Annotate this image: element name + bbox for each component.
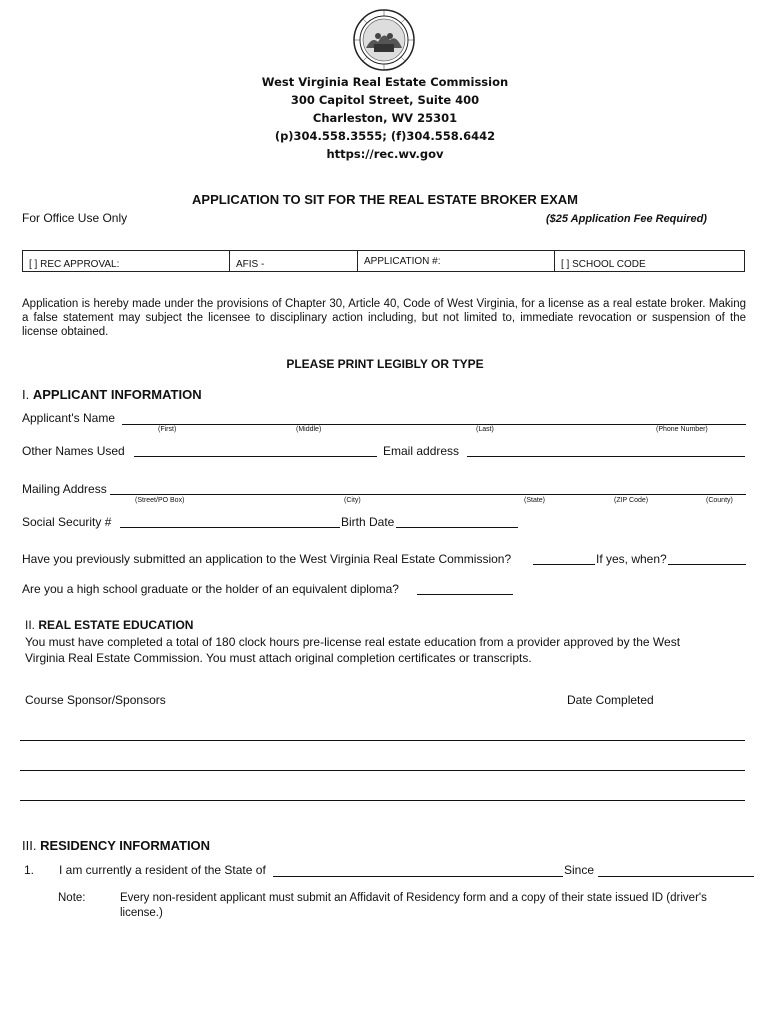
education-line-2[interactable] — [20, 770, 745, 771]
city-caption: (City) — [344, 497, 361, 504]
first-name-caption: (First) — [158, 426, 177, 433]
previous-application-field[interactable] — [533, 564, 595, 565]
ssn-field[interactable] — [120, 527, 340, 528]
course-sponsor-label: Course Sponsor/Sponsors — [25, 693, 166, 707]
section-applicant-heading — [22, 387, 202, 402]
middle-name-caption: (Middle) — [296, 426, 322, 433]
since-label: Since — [564, 863, 595, 877]
if-yes-when-label: If yes, when? — [596, 552, 667, 566]
graduate-field[interactable] — [417, 594, 513, 595]
county-caption: (County) — [706, 497, 733, 504]
school-code-cell: [ ] SCHOOL CODE — [561, 259, 646, 270]
birth-date-label: Birth Date — [341, 515, 395, 529]
education-text: You must have completed a total of 180 clock hours pre-license real estate education from a provider approved by the West Virginia Real Estate Commission. You must attach original completion certificates or transcripts. — [25, 635, 681, 665]
birth-date-field[interactable] — [396, 527, 518, 528]
if-yes-when-field[interactable] — [668, 564, 746, 565]
email-field[interactable] — [467, 456, 745, 457]
org-url[interactable]: https://rec.wv.gov — [326, 147, 444, 161]
org-phone: (p)304.558.3555; (f)304.558.6442 — [274, 129, 496, 143]
section-education-heading — [25, 618, 193, 632]
section-title: APPLICANT INFORMATION — [32, 387, 202, 402]
ssn-label: Social Security # — [22, 515, 112, 529]
last-name-caption: (Last) — [476, 426, 494, 433]
org-street: 300 Capitol Street, Suite 400 — [290, 93, 480, 107]
org-name: West Virginia Real Estate Commission — [261, 75, 509, 89]
residency-item-number: 1. — [24, 863, 35, 877]
section-number: II. — [25, 618, 36, 632]
mailing-address-field[interactable] — [110, 494, 746, 495]
print-notice: PLEASE PRINT LEGIBLY OR TYPE — [286, 357, 484, 371]
since-field[interactable] — [598, 876, 754, 877]
previous-application-question: Have you previously submitted an application to the West Virginia Real Estate Commission? — [22, 552, 512, 566]
education-line-1[interactable] — [20, 740, 745, 741]
date-completed-label: Date Completed — [567, 693, 654, 707]
section-title: REAL ESTATE EDUCATION — [38, 618, 194, 632]
org-city: Charleston, WV 25301 — [312, 111, 458, 125]
note-label: Note: — [58, 892, 86, 904]
fee-note: ($25 Application Fee Required) — [546, 213, 707, 225]
graduate-question: Are you a high school graduate or the holder of an equivalent diploma? — [22, 582, 399, 596]
section-number: I. — [22, 387, 30, 402]
section-title: RESIDENCY INFORMATION — [40, 838, 211, 853]
zip-caption: (ZIP Code) — [614, 497, 649, 504]
form-title: APPLICATION TO SIT FOR THE REAL ESTATE BROKER EXAM — [192, 192, 578, 207]
office-use-table — [22, 250, 745, 272]
phone-caption: (Phone Number) — [656, 426, 708, 433]
intro-paragraph: Application is hereby made under the provisions of Chapter 30, Article 40, Code of West Virginia, for a license as a real estate broker. Making a false statement may subject the licensee to disciplinary action including, but not limited to, immediate revocation or suspension of the license obtained. — [22, 298, 746, 338]
rec-approval-cell: [ ] REC APPROVAL: — [23, 251, 230, 271]
state-seal-icon — [352, 8, 416, 72]
resident-state-label: I am currently a resident of the State of — [59, 863, 266, 877]
email-label: Email address — [383, 444, 460, 458]
other-names-field[interactable] — [134, 456, 377, 457]
application-number-cell: APPLICATION #: — [358, 251, 555, 271]
applicant-name-field[interactable] — [122, 424, 746, 425]
street-caption: (Street/PO Box) — [135, 497, 185, 504]
mailing-address-label: Mailing Address — [22, 482, 107, 496]
office-use-label: For Office Use Only — [22, 211, 128, 225]
section-residency-heading — [22, 838, 210, 853]
education-line-3[interactable] — [20, 800, 745, 801]
resident-state-field[interactable] — [273, 876, 563, 877]
section-number: III. — [22, 838, 37, 853]
other-names-label: Other Names Used — [22, 444, 125, 458]
applicant-name-label: Applicant's Name — [22, 411, 115, 425]
afis-cell: AFIS - — [230, 251, 358, 271]
note-text: Every non-resident applicant must submit an Affidavit of Residency form and a copy of their state issued ID (driver's license.) — [120, 892, 707, 919]
state-caption: (State) — [524, 497, 546, 504]
